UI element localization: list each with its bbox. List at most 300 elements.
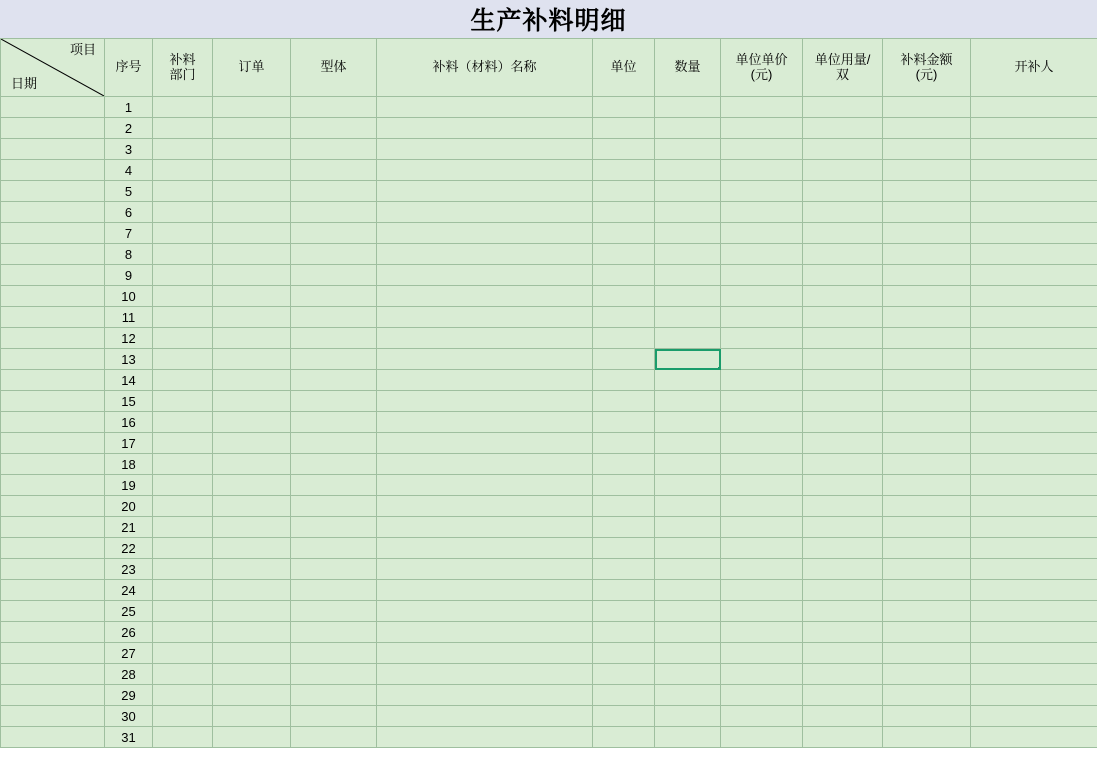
cell-blank[interactable] [213,349,291,370]
cell-blank[interactable] [971,496,1097,517]
cell-seq[interactable]: 8 [105,244,153,265]
cell-blank[interactable] [721,622,803,643]
cell-blank[interactable] [721,517,803,538]
cell-blank[interactable] [971,370,1097,391]
cell-date[interactable] [1,706,105,727]
cell-blank[interactable] [377,538,593,559]
cell-blank[interactable] [153,622,213,643]
cell-blank[interactable] [153,391,213,412]
cell-seq[interactable]: 9 [105,265,153,286]
cell-blank[interactable] [377,97,593,118]
cell-blank[interactable] [377,622,593,643]
cell-blank[interactable] [153,202,213,223]
cell-blank[interactable] [803,223,883,244]
cell-date[interactable] [1,538,105,559]
cell-date[interactable] [1,265,105,286]
cell-blank[interactable] [213,181,291,202]
cell-seq[interactable]: 26 [105,622,153,643]
cell-blank[interactable] [803,496,883,517]
cell-blank[interactable] [291,496,377,517]
cell-blank[interactable] [377,496,593,517]
cell-seq[interactable]: 29 [105,685,153,706]
cell-seq[interactable]: 6 [105,202,153,223]
cell-blank[interactable] [153,706,213,727]
cell-blank[interactable] [883,685,971,706]
cell-blank[interactable] [971,601,1097,622]
cell-blank[interactable] [593,286,655,307]
cell-seq[interactable]: 10 [105,286,153,307]
cell-blank[interactable] [655,643,721,664]
cell-blank[interactable] [883,496,971,517]
cell-blank[interactable] [971,202,1097,223]
cell-blank[interactable] [803,454,883,475]
cell-blank[interactable] [655,517,721,538]
cell-blank[interactable] [971,349,1097,370]
cell-blank[interactable] [593,265,655,286]
cell-date[interactable] [1,496,105,517]
cell-blank[interactable] [377,181,593,202]
cell-blank[interactable] [883,391,971,412]
cell-blank[interactable] [377,328,593,349]
cell-blank[interactable] [721,265,803,286]
cell-blank[interactable] [377,307,593,328]
cell-date[interactable] [1,223,105,244]
cell-blank[interactable] [803,538,883,559]
cell-seq[interactable]: 24 [105,580,153,601]
cell-blank[interactable] [721,412,803,433]
cell-blank[interactable] [655,538,721,559]
cell-blank[interactable] [883,370,971,391]
cell-blank[interactable] [593,517,655,538]
cell-blank[interactable] [883,223,971,244]
cell-blank[interactable] [655,244,721,265]
cell-blank[interactable] [291,685,377,706]
cell-blank[interactable] [213,97,291,118]
cell-blank[interactable] [655,496,721,517]
cell-seq[interactable]: 31 [105,727,153,748]
cell-blank[interactable] [883,706,971,727]
cell-blank[interactable] [291,622,377,643]
cell-blank[interactable] [377,265,593,286]
cell-blank[interactable] [721,601,803,622]
cell-blank[interactable] [803,307,883,328]
cell-blank[interactable] [593,307,655,328]
cell-blank[interactable] [153,349,213,370]
cell-blank[interactable] [213,496,291,517]
cell-blank[interactable] [655,685,721,706]
cell-blank[interactable] [883,664,971,685]
cell-blank[interactable] [153,454,213,475]
cell-blank[interactable] [213,391,291,412]
cell-blank[interactable] [153,559,213,580]
cell-blank[interactable] [721,160,803,181]
cell-blank[interactable] [721,454,803,475]
cell-blank[interactable] [153,412,213,433]
cell-blank[interactable] [377,706,593,727]
cell-seq[interactable]: 30 [105,706,153,727]
cell-blank[interactable] [593,160,655,181]
cell-blank[interactable] [593,580,655,601]
cell-blank[interactable] [971,286,1097,307]
cell-blank[interactable] [291,265,377,286]
cell-blank[interactable] [377,244,593,265]
cell-blank[interactable] [153,244,213,265]
cell-blank[interactable] [593,349,655,370]
cell-date[interactable] [1,622,105,643]
cell-blank[interactable] [153,433,213,454]
cell-blank[interactable] [213,223,291,244]
cell-blank[interactable] [153,223,213,244]
cell-date[interactable] [1,559,105,580]
cell-seq[interactable]: 22 [105,538,153,559]
cell-blank[interactable] [153,727,213,748]
cell-blank[interactable] [655,580,721,601]
cell-blank[interactable] [971,118,1097,139]
cell-blank[interactable] [291,202,377,223]
cell-blank[interactable] [883,286,971,307]
cell-blank[interactable] [971,706,1097,727]
cell-blank[interactable] [883,475,971,496]
cell-seq[interactable]: 14 [105,370,153,391]
cell-blank[interactable] [593,244,655,265]
cell-blank[interactable] [213,727,291,748]
cell-blank[interactable] [291,286,377,307]
cell-blank[interactable] [883,580,971,601]
cell-blank[interactable] [883,307,971,328]
cell-blank[interactable] [803,349,883,370]
cell-blank[interactable] [153,685,213,706]
cell-seq[interactable]: 4 [105,160,153,181]
cell-blank[interactable] [971,223,1097,244]
cell-blank[interactable] [377,139,593,160]
cell-date[interactable] [1,370,105,391]
cell-blank[interactable] [593,97,655,118]
cell-seq[interactable]: 27 [105,643,153,664]
cell-date[interactable] [1,412,105,433]
cell-blank[interactable] [721,286,803,307]
cell-blank[interactable] [883,412,971,433]
cell-blank[interactable] [655,664,721,685]
cell-blank[interactable] [153,370,213,391]
cell-blank[interactable] [883,349,971,370]
cell-blank[interactable] [721,223,803,244]
cell-blank[interactable] [291,475,377,496]
cell-date[interactable] [1,391,105,412]
cell-blank[interactable] [593,454,655,475]
cell-date[interactable] [1,517,105,538]
cell-date[interactable] [1,160,105,181]
cell-blank[interactable] [377,391,593,412]
cell-blank[interactable] [883,727,971,748]
cell-blank[interactable] [721,706,803,727]
cell-blank[interactable] [377,580,593,601]
cell-blank[interactable] [213,454,291,475]
cell-blank[interactable] [213,160,291,181]
cell-blank[interactable] [593,118,655,139]
cell-blank[interactable] [721,538,803,559]
cell-blank[interactable] [803,580,883,601]
cell-blank[interactable] [593,139,655,160]
cell-seq[interactable]: 3 [105,139,153,160]
cell-blank[interactable] [291,454,377,475]
cell-blank[interactable] [291,244,377,265]
cell-blank[interactable] [971,559,1097,580]
cell-seq[interactable]: 17 [105,433,153,454]
cell-blank[interactable] [655,307,721,328]
cell-blank[interactable] [377,160,593,181]
cell-blank[interactable] [655,412,721,433]
cell-blank[interactable] [213,685,291,706]
cell-blank[interactable] [213,601,291,622]
cell-blank[interactable] [655,391,721,412]
cell-blank[interactable] [377,601,593,622]
cell-date[interactable] [1,643,105,664]
cell-blank[interactable] [971,580,1097,601]
cell-blank[interactable] [803,97,883,118]
cell-seq[interactable]: 18 [105,454,153,475]
cell-blank[interactable] [971,622,1097,643]
cell-blank[interactable] [803,202,883,223]
cell-blank[interactable] [655,202,721,223]
cell-date[interactable] [1,601,105,622]
cell-blank[interactable] [593,664,655,685]
cell-blank[interactable] [803,160,883,181]
cell-blank[interactable] [593,475,655,496]
cell-blank[interactable] [971,475,1097,496]
cell-date[interactable] [1,454,105,475]
cell-blank[interactable] [655,118,721,139]
cell-blank[interactable] [213,307,291,328]
cell-blank[interactable] [803,391,883,412]
cell-blank[interactable] [593,496,655,517]
cell-blank[interactable] [213,622,291,643]
cell-blank[interactable] [213,286,291,307]
cell-blank[interactable] [291,391,377,412]
cell-blank[interactable] [213,244,291,265]
cell-blank[interactable] [971,664,1097,685]
cell-blank[interactable] [971,328,1097,349]
cell-blank[interactable] [721,328,803,349]
cell-seq[interactable]: 7 [105,223,153,244]
cell-seq[interactable]: 2 [105,118,153,139]
cell-blank[interactable] [803,181,883,202]
cell-seq[interactable]: 15 [105,391,153,412]
cell-date[interactable] [1,475,105,496]
cell-blank[interactable] [971,391,1097,412]
cell-blank[interactable] [291,307,377,328]
cell-blank[interactable] [721,118,803,139]
cell-blank[interactable] [803,412,883,433]
cell-blank[interactable] [291,559,377,580]
cell-date[interactable] [1,202,105,223]
cell-blank[interactable] [593,391,655,412]
cell-blank[interactable] [153,538,213,559]
cell-blank[interactable] [291,706,377,727]
cell-blank[interactable] [883,244,971,265]
cell-blank[interactable] [377,223,593,244]
cell-blank[interactable] [971,244,1097,265]
cell-blank[interactable] [721,580,803,601]
cell-blank[interactable] [153,517,213,538]
cell-blank[interactable] [377,454,593,475]
cell-blank[interactable] [883,97,971,118]
cell-blank[interactable] [803,601,883,622]
cell-blank[interactable] [971,433,1097,454]
cell-blank[interactable] [593,370,655,391]
cell-blank[interactable] [153,496,213,517]
cell-blank[interactable] [593,643,655,664]
cell-date[interactable] [1,328,105,349]
cell-blank[interactable] [721,391,803,412]
cell-blank[interactable] [655,328,721,349]
cell-blank[interactable] [971,139,1097,160]
cell-blank[interactable] [377,643,593,664]
cell-blank[interactable] [803,727,883,748]
cell-blank[interactable] [291,181,377,202]
cell-blank[interactable] [213,580,291,601]
cell-blank[interactable] [291,433,377,454]
cell-blank[interactable] [971,307,1097,328]
cell-blank[interactable] [971,727,1097,748]
cell-blank[interactable] [153,118,213,139]
cell-blank[interactable] [655,727,721,748]
cell-blank[interactable] [153,307,213,328]
cell-blank[interactable] [213,202,291,223]
cell-seq[interactable]: 20 [105,496,153,517]
cell-blank[interactable] [291,223,377,244]
cell-blank[interactable] [803,433,883,454]
cell-blank[interactable] [153,601,213,622]
cell-date[interactable] [1,349,105,370]
cell-blank[interactable] [377,517,593,538]
cell-seq[interactable]: 13 [105,349,153,370]
cell-blank[interactable] [883,601,971,622]
cell-blank[interactable] [655,286,721,307]
cell-blank[interactable] [291,664,377,685]
cell-blank[interactable] [721,97,803,118]
cell-blank[interactable] [883,181,971,202]
cell-blank[interactable] [803,622,883,643]
cell-blank[interactable] [883,265,971,286]
cell-blank[interactable] [153,265,213,286]
cell-seq[interactable]: 11 [105,307,153,328]
cell-blank[interactable] [803,664,883,685]
cell-blank[interactable] [213,664,291,685]
cell-date[interactable] [1,286,105,307]
cell-blank[interactable] [213,265,291,286]
cell-seq[interactable]: 19 [105,475,153,496]
cell-blank[interactable] [655,601,721,622]
cell-blank[interactable] [655,475,721,496]
cell-blank[interactable] [377,559,593,580]
cell-blank[interactable] [803,118,883,139]
cell-blank[interactable] [971,412,1097,433]
cell-blank[interactable] [883,622,971,643]
cell-blank[interactable] [655,97,721,118]
cell-blank[interactable] [291,580,377,601]
cell-blank[interactable] [213,118,291,139]
cell-date[interactable] [1,580,105,601]
cell-blank[interactable] [593,202,655,223]
cell-blank[interactable] [655,181,721,202]
cell-blank[interactable] [803,370,883,391]
cell-blank[interactable] [593,223,655,244]
cell-blank[interactable] [153,160,213,181]
cell-blank[interactable] [883,328,971,349]
cell-blank[interactable] [721,181,803,202]
cell-blank[interactable] [291,118,377,139]
cell-blank[interactable] [883,643,971,664]
cell-blank[interactable] [213,370,291,391]
cell-blank[interactable] [721,139,803,160]
cell-blank[interactable] [377,118,593,139]
cell-blank[interactable] [803,475,883,496]
cell-date[interactable] [1,307,105,328]
cell-blank[interactable] [213,412,291,433]
cell-blank[interactable] [655,223,721,244]
cell-blank[interactable] [291,160,377,181]
cell-blank[interactable] [721,433,803,454]
cell-date[interactable] [1,244,105,265]
cell-blank[interactable] [593,412,655,433]
cell-blank[interactable] [377,202,593,223]
cell-blank[interactable] [971,160,1097,181]
cell-blank[interactable] [593,727,655,748]
cell-blank[interactable] [291,97,377,118]
cell-blank[interactable] [213,706,291,727]
cell-blank[interactable] [593,538,655,559]
cell-blank[interactable] [291,412,377,433]
cell-date[interactable] [1,433,105,454]
cell-blank[interactable] [593,706,655,727]
cell-blank[interactable] [291,349,377,370]
cell-blank[interactable] [721,496,803,517]
cell-blank[interactable] [377,475,593,496]
cell-date[interactable] [1,664,105,685]
cell-blank[interactable] [803,685,883,706]
cell-blank[interactable] [721,370,803,391]
cell-blank[interactable] [883,118,971,139]
cell-blank[interactable] [213,517,291,538]
cell-blank[interactable] [213,139,291,160]
cell-date[interactable] [1,727,105,748]
cell-date[interactable] [1,685,105,706]
cell-blank[interactable] [655,706,721,727]
cell-blank[interactable] [153,286,213,307]
cell-seq[interactable]: 25 [105,601,153,622]
cell-blank[interactable] [291,538,377,559]
cell-seq[interactable]: 21 [105,517,153,538]
cell-blank[interactable] [883,202,971,223]
cell-blank[interactable] [291,643,377,664]
cell-date[interactable] [1,181,105,202]
cell-blank[interactable] [377,349,593,370]
cell-blank[interactable] [971,643,1097,664]
cell-blank[interactable] [655,265,721,286]
cell-seq[interactable]: 12 [105,328,153,349]
cell-date[interactable] [1,139,105,160]
cell-blank[interactable] [213,559,291,580]
cell-blank[interactable] [153,97,213,118]
cell-seq[interactable]: 28 [105,664,153,685]
cell-blank[interactable] [971,181,1097,202]
cell-blank[interactable] [721,475,803,496]
cell-blank[interactable] [971,97,1097,118]
cell-blank[interactable] [721,643,803,664]
cell-seq[interactable]: 16 [105,412,153,433]
cell-blank[interactable] [971,517,1097,538]
cell-blank[interactable] [213,643,291,664]
